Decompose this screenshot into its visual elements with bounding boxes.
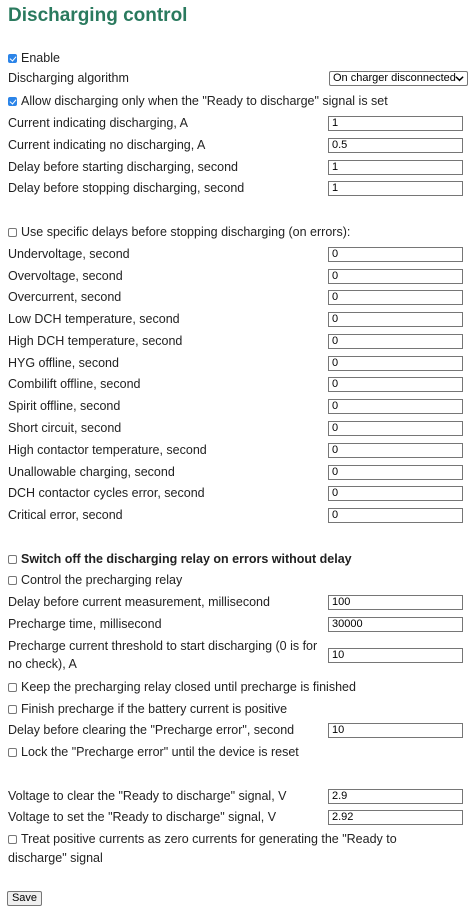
specific-delays-label: Use specific delays before stopping discharging (on errors):: [21, 225, 351, 239]
keep-closed-label: Keep the precharging relay closed until precharge is finished: [21, 680, 356, 694]
critical-error-input[interactable]: 0: [328, 508, 463, 523]
switch-off-label: Switch off the discharging relay on errors without delay: [21, 552, 352, 566]
allow-ready-row[interactable]: [8, 93, 388, 109]
keep-closed-checkbox[interactable]: [8, 683, 17, 692]
switch-off-row[interactable]: [8, 551, 352, 567]
error-field-label: Overcurrent, second: [8, 290, 122, 304]
low-dch-temp-input[interactable]: 0: [328, 312, 463, 327]
finish-positive-row[interactable]: [8, 701, 287, 717]
voltage-clear-input[interactable]: 2.9: [328, 789, 463, 804]
voltage-field-label: Voltage to set the "Ready to discharge" signal, V: [8, 810, 277, 824]
short-circuit-input[interactable]: 0: [328, 421, 463, 436]
high-contactor-temp-input[interactable]: 0: [328, 443, 463, 458]
error-field-label: Combilift offline, second: [8, 377, 141, 391]
undervoltage-input[interactable]: 0: [328, 247, 463, 262]
keep-closed-row[interactable]: [8, 679, 356, 695]
precharge-relay-label: Control the precharging relay: [21, 573, 183, 587]
finish-positive-checkbox[interactable]: [8, 705, 17, 714]
overcurrent-input[interactable]: 0: [328, 290, 463, 305]
current-no-discharging-input[interactable]: 0.5: [328, 138, 463, 153]
algorithm-label: Discharging algorithm: [8, 71, 129, 85]
current-discharging-input[interactable]: 1: [328, 116, 463, 131]
error-field-label: Unallowable charging, second: [8, 465, 175, 479]
lock-error-checkbox[interactable]: [8, 748, 17, 757]
precharge-threshold-input[interactable]: 10: [328, 648, 463, 663]
error-field-label: HYG offline, second: [8, 356, 119, 370]
enable-checkbox[interactable]: [8, 54, 17, 63]
delay-start-input[interactable]: 1: [328, 160, 463, 175]
spirit-offline-input[interactable]: 0: [328, 399, 463, 414]
error-field-label: Undervoltage, second: [8, 247, 130, 261]
allow-ready-label: Allow discharging only when the "Ready to discharge" signal is set: [21, 94, 388, 108]
algorithm-select-value: On charger disconnected: [333, 72, 456, 84]
error-field-label: High DCH temperature, second: [8, 334, 183, 348]
specific-delays-checkbox[interactable]: [8, 228, 17, 237]
precharge-field-label: Delay before current measurement, millisecond: [8, 595, 270, 609]
treat-positive-checkbox[interactable]: [8, 835, 17, 844]
precharge-time-input[interactable]: 30000: [328, 617, 463, 632]
treat-positive-label: Treat positive currents as zero currents for generating the "Ready to discharge" signal: [8, 832, 397, 865]
voltage-field-label: Voltage to clear the "Ready to discharge" signal, V: [8, 789, 287, 803]
hyg-offline-input[interactable]: 0: [328, 356, 463, 371]
high-dch-temp-input[interactable]: 0: [328, 334, 463, 349]
lock-error-row[interactable]: [8, 744, 299, 760]
overvoltage-input[interactable]: 0: [328, 269, 463, 284]
unallowable-charging-input[interactable]: 0: [328, 465, 463, 480]
clear-delay-label: Delay before clearing the "Precharge error", second: [8, 723, 295, 737]
chevron-down-icon: [455, 74, 464, 83]
precharge-field-label: Precharge time, millisecond: [8, 617, 162, 631]
field-label: Delay before starting discharging, second: [8, 160, 238, 174]
dch-contactor-cycles-input[interactable]: 0: [328, 486, 463, 501]
clear-delay-input[interactable]: 10: [328, 723, 463, 738]
enable-row[interactable]: [8, 50, 60, 66]
error-field-label: Short circuit, second: [8, 421, 122, 435]
error-field-label: Spirit offline, second: [8, 399, 121, 413]
save-button[interactable]: Save: [7, 891, 42, 906]
error-field-label: High contactor temperature, second: [8, 443, 207, 457]
voltage-set-input[interactable]: 2.92: [328, 810, 463, 825]
specific-delays-row[interactable]: [8, 224, 350, 240]
allow-ready-checkbox[interactable]: [8, 97, 17, 106]
field-label: Current indicating no discharging, A: [8, 138, 206, 152]
field-label: Delay before stopping discharging, second: [8, 181, 245, 195]
delay-stop-input[interactable]: 1: [328, 181, 463, 196]
enable-label: Enable: [21, 51, 60, 65]
error-field-label: Overvoltage, second: [8, 269, 123, 283]
error-field-label: Critical error, second: [8, 508, 123, 522]
error-field-label: DCH contactor cycles error, second: [8, 486, 205, 500]
page-title: Discharging control: [8, 5, 188, 26]
combilift-offline-input[interactable]: 0: [328, 377, 463, 392]
error-field-label: Low DCH temperature, second: [8, 312, 180, 326]
precharge-relay-checkbox[interactable]: [8, 576, 17, 585]
algorithm-select[interactable]: [329, 71, 468, 86]
treat-positive-row[interactable]: [8, 830, 428, 868]
switch-off-checkbox[interactable]: [8, 555, 17, 564]
delay-measurement-input[interactable]: 100: [328, 595, 463, 610]
precharge-threshold-label: Precharge current threshold to start discharging (0 is for no check), A: [8, 639, 318, 671]
finish-positive-label: Finish precharge if the battery current is positive: [21, 702, 288, 716]
lock-error-label: Lock the "Precharge error" until the device is reset: [21, 745, 299, 759]
field-label: Current indicating discharging, A: [8, 116, 188, 130]
precharge-relay-row[interactable]: [8, 572, 182, 588]
